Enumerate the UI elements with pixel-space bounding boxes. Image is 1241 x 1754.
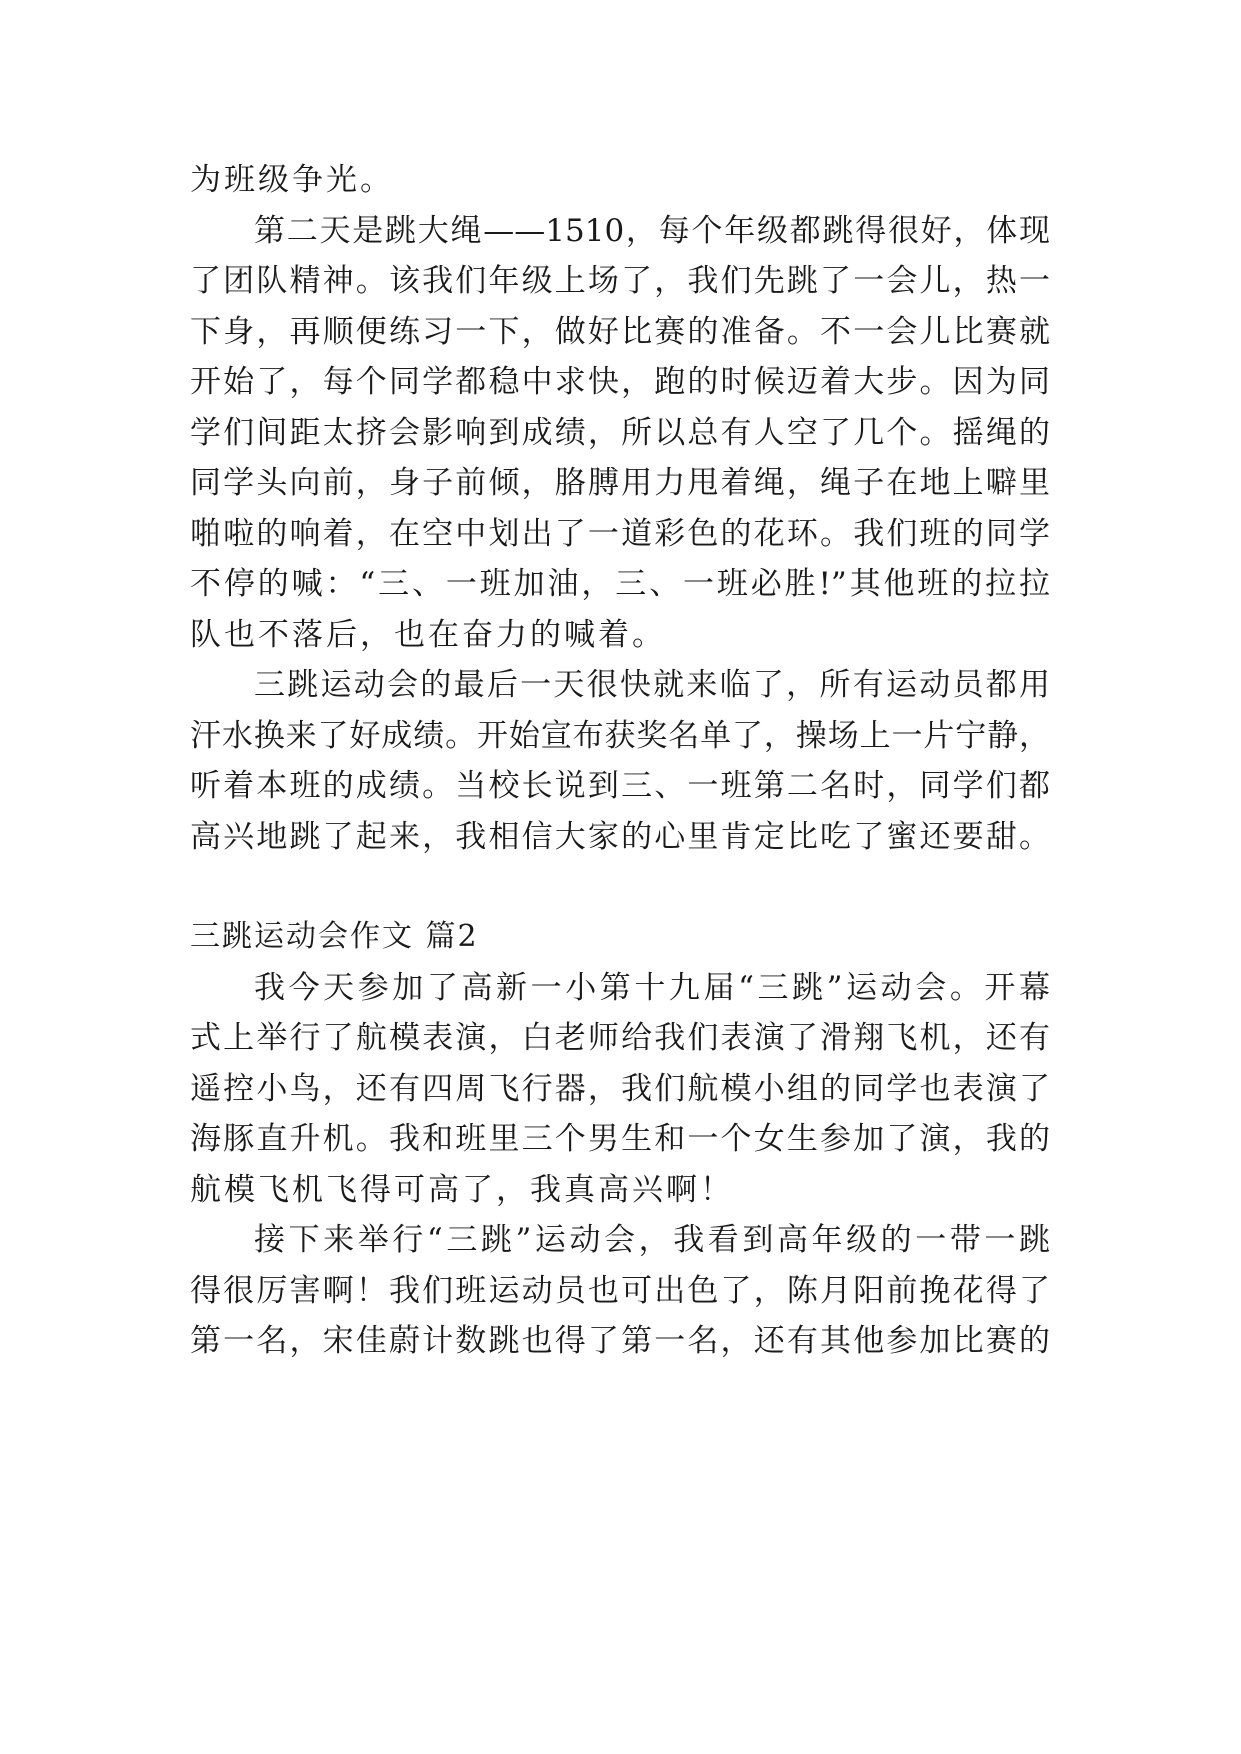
paragraph-line: 开始了，每个同学都稳中求快，跑的时候迈着大步。因为同 <box>190 364 1050 400</box>
paragraph-line: 式上举行了航模表演，白老师给我们表演了滑翔飞机，还有 <box>190 1020 1050 1056</box>
paragraph-line: 第一名，宋佳蔚计数跳也得了第一名，还有其他参加比赛的 <box>190 1323 1050 1359</box>
document-page <box>190 155 1050 1367</box>
paragraph-line: 啪啦的响着，在空中划出了一道彩色的花环。我们班的同学 <box>190 515 1050 552</box>
paragraph-line: 队也不落后，也在奋力的喊着。 <box>190 616 666 653</box>
paragraph-line: 第二天是跳大绳——1510，每个年级都跳得很好，体现 <box>254 212 1050 249</box>
paragraph-line: 不停的喊：“三、一班加油，三、一班必胜!”其他班的拉拉 <box>190 566 1050 602</box>
paragraph-line: 汗水换来了好成绩。开始宣布获奖名单了，操场上一片宁静， <box>190 717 1050 754</box>
paragraph-line: 三跳运动会的最后一天很快就来临了，所有运动员都用 <box>254 667 1050 703</box>
paragraph-line: 了团队精神。该我们年级上场了，我们先跳了一会儿，热一 <box>190 263 1050 299</box>
paragraph-line: 学们间距太挤会影响到成绩，所以总有人空了几个。摇绳的 <box>190 414 1050 451</box>
paragraph-line: 海豚直升机。我和班里三个男生和一个女生参加了演，我的 <box>190 1121 1050 1157</box>
paragraph-line: 遥控小鸟，还有四周飞行器，我们航模小组的同学也表演了 <box>190 1070 1050 1107</box>
paragraph-line: 航模飞机飞得可高了，我真高兴啊！ <box>190 1171 734 1208</box>
paragraph-line: 我今天参加了高新一小第十九届“三跳”运动会。开幕 <box>254 969 1050 1006</box>
section-title: 三跳运动会作文 篇2 <box>190 919 479 954</box>
paragraph-line: 为班级争光。 <box>190 162 394 198</box>
paragraph-line: 同学头向前，身子前倾，胳膊用力甩着绳，绳子在地上噼里 <box>190 465 1050 501</box>
paragraph-line: 下身，再顺便练习一下，做好比赛的准备。不一会儿比赛就 <box>190 313 1050 350</box>
paragraph-line: 接下来举行“三跳”运动会，我看到高年级的一带一跳 <box>254 1222 1050 1258</box>
paragraph-line: 高兴地跳了起来，我相信大家的心里肯定比吃了蜜还要甜。 <box>190 818 1050 855</box>
paragraph-line: 得很厉害啊！我们班运动员也可出色了，陈月阳前挽花得了 <box>190 1272 1050 1309</box>
paragraph-line: 听着本班的成绩。当校长说到三、一班第二名时，同学们都 <box>190 768 1050 804</box>
